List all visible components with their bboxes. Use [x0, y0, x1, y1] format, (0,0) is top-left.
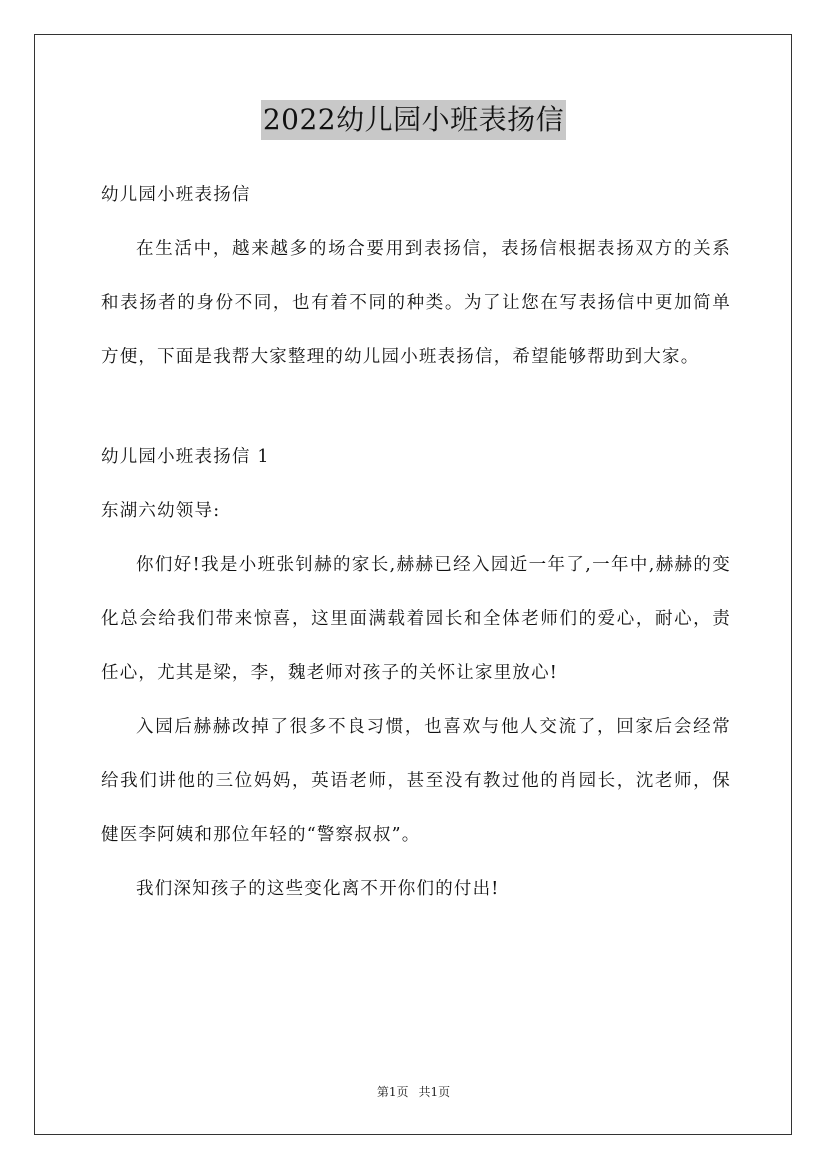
title-container [0, 100, 827, 140]
page-number-total: 共1页 [418, 1085, 451, 1099]
document-title: 2022幼儿园小班表扬信 [261, 100, 566, 140]
section-heading: 幼儿园小班表扬信 1 [101, 447, 270, 467]
letter-paragraph-2: 入园后赫赫改掉了很多不良习惯，也喜欢与他人交流了，回家后会经常给我们讲他的三位妈妈，英语老师，甚至没有教过他的肖园长，沈老师，保健医李阿姨和那位年轻的“警察叔叔”。 [101, 717, 731, 845]
section-gap [101, 384, 731, 430]
document-subtitle: 幼儿园小班表扬信 [101, 185, 251, 205]
page-number-current: 第1页 [376, 1085, 409, 1099]
page-footer [0, 1083, 827, 1101]
document-body [101, 168, 731, 916]
salutation: 东湖六幼领导: [101, 501, 221, 521]
letter-paragraph-3: 我们深知孩子的这些变化离不开你们的付出! [136, 879, 500, 899]
intro-paragraph: 在生活中，越来越多的场合要用到表扬信，表扬信根据表扬双方的关系和表扬者的身份不同，也有着不同的种类。为了让您在写表扬信中更加简单方便，下面是我帮大家整理的幼儿园小班表扬信，希望能够帮助到大家。 [101, 239, 731, 367]
letter-paragraph-1: 你们好!我是小班张钊赫的家长,赫赫已经入园近一年了,一年中,赫赫的变化总会给我们带来惊喜，这里面满载着园长和全体老师们的爱心，耐心，责任心，尤其是梁，李，魏老师对孩子的关怀让家里放心! [101, 555, 731, 683]
